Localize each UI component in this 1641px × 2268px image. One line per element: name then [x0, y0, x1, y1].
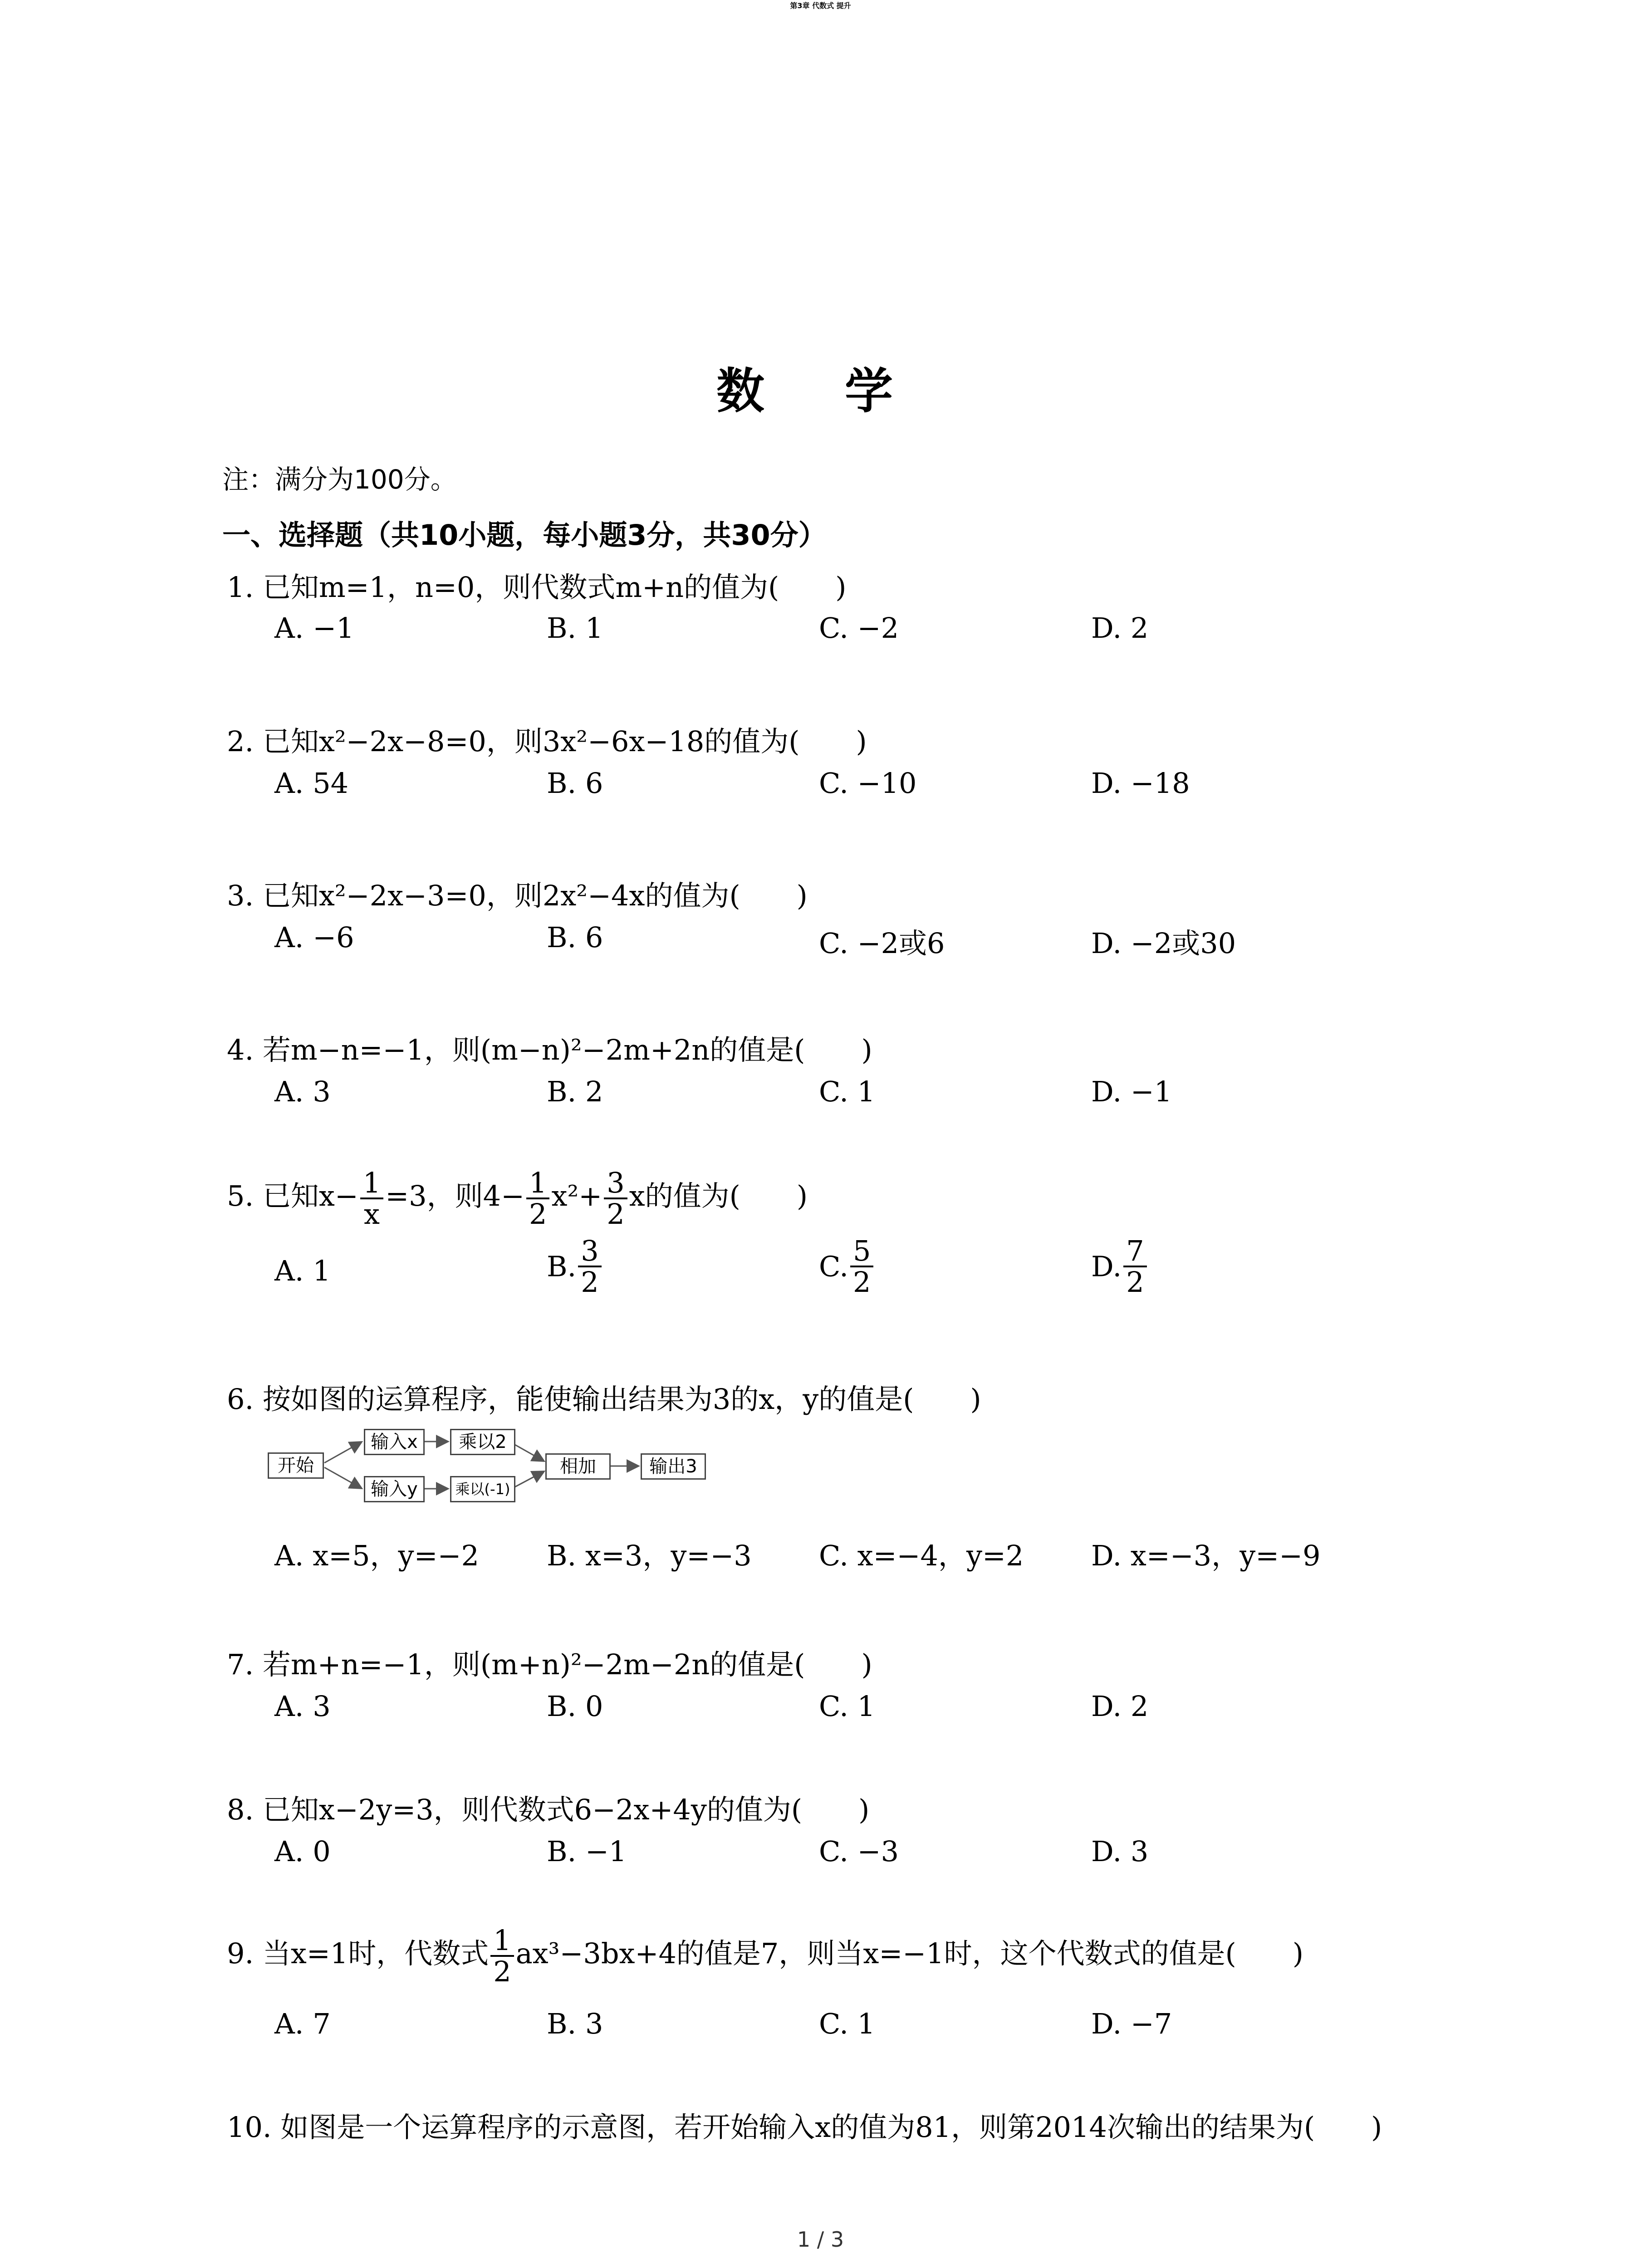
option-b: B. 6 — [547, 921, 603, 954]
question-9-stem: 9. 当x=1时，代数式 $\frac{1}{2}$ ax³−3bx+4的值是7，则当x=−1时，这个代数式的值是( ) — [227, 1924, 1304, 1989]
flow-add-box: 相加 — [545, 1453, 611, 1480]
option-b: B. 6 — [547, 767, 603, 800]
option-a: A. 3 — [274, 1690, 331, 1723]
question-10-stem: 10. 如图是一个运算程序的示意图，若开始输入x的值为81，则第2014次输出的结果为( ) — [227, 2111, 1382, 2144]
question-1-stem: 1. 已知m=1，n=0，则代数式m+n的值为( ) — [227, 571, 847, 604]
option-a: A. x=5，y=−2 — [274, 1539, 479, 1572]
option-c: C. 1 — [819, 2007, 876, 2040]
flow-output-box: 输出3 — [641, 1453, 706, 1480]
option-c: C. −3 — [819, 1835, 899, 1868]
flowchart — [268, 1429, 712, 1506]
page-title: 第3章 代数式 提升 — [790, 1, 851, 10]
option-d: D. −18 — [1091, 767, 1190, 800]
option-c: C. 1 — [819, 1690, 876, 1723]
question-3-stem: 3. 已知x²−2x−3=0，则2x²−4x的值为( ) — [227, 879, 808, 912]
question-1-options — [0, 611, 1641, 657]
flow-mul-neg1-box: 乘以(-1) — [450, 1476, 515, 1502]
option-a: A. 0 — [274, 1835, 331, 1868]
fraction: $\frac{1}{x}$ — [360, 1168, 383, 1229]
fraction: $\frac{5}{2}$ — [850, 1236, 873, 1297]
option-c: C. −2 — [819, 611, 899, 645]
flow-input-y-box: 输入y — [364, 1476, 425, 1502]
question-2-stem: 2. 已知x²−2x−8=0，则3x²−6x−18的值为( ) — [227, 725, 867, 758]
option-c: C. 1 — [819, 1075, 876, 1108]
question-6-options — [0, 1533, 1641, 1579]
flow-input-x-box: 输入x — [364, 1429, 425, 1455]
question-7-stem: 7. 若m+n=−1，则(m+n)²−2m−2n的值是( ) — [227, 1648, 872, 1681]
question-4-options — [0, 1075, 1641, 1120]
option-d: D. x=−3，y=−9 — [1091, 1539, 1321, 1572]
question-2-options — [0, 767, 1641, 812]
option-b: B. 2 — [547, 1075, 603, 1108]
section-heading: 一、选择题（共10小题，每小题3分，共30分） — [222, 518, 827, 552]
question-3-options — [0, 921, 1641, 966]
option-b: B. −1 — [547, 1835, 627, 1868]
fraction: $\frac{1}{2}$ — [526, 1168, 549, 1229]
fraction: $\frac{3}{2}$ — [578, 1236, 601, 1297]
option-a: A. 7 — [274, 2007, 331, 2040]
option-b: B. x=3，y=−3 — [547, 1539, 752, 1572]
fraction: $\frac{1}{2}$ — [490, 1926, 514, 1986]
option-a: A. 1 — [274, 1254, 331, 1287]
option-b: B. $\frac{3}{2}$ — [547, 1236, 603, 1297]
option-d: D. −1 — [1091, 1075, 1172, 1108]
option-b: B. 1 — [547, 611, 603, 645]
question-6-stem: 6. 按如图的运算程序，能使输出结果为3的x，y的值是( ) — [227, 1383, 981, 1416]
option-c: C. $\frac{5}{2}$ — [819, 1236, 875, 1297]
option-c: C. x=−4，y=2 — [819, 1539, 1024, 1572]
page-number: 1 / 3 — [797, 2227, 844, 2252]
option-b: B. 0 — [547, 1690, 603, 1723]
question-8-options — [0, 1835, 1641, 1880]
fraction: $\frac{3}{2}$ — [604, 1168, 627, 1229]
question-9-options — [0, 2007, 1641, 2053]
option-d: D. $\frac{7}{2}$ — [1091, 1236, 1149, 1297]
option-a: A. 3 — [274, 1075, 331, 1108]
question-8-stem: 8. 已知x−2y=3，则代数式6−2x+4y的值为( ) — [227, 1793, 870, 1826]
option-d: D. 2 — [1091, 1690, 1149, 1723]
option-d: D. −7 — [1091, 2007, 1172, 2040]
score-note: 注：满分为100分。 — [222, 464, 457, 495]
question-5-options — [0, 1236, 1641, 1309]
subject-title: 数 学 — [716, 363, 925, 419]
fraction: $\frac{7}{2}$ — [1123, 1236, 1146, 1297]
option-b: B. 3 — [547, 2007, 603, 2040]
option-a: A. −1 — [274, 611, 354, 645]
flow-start-box: 开始 — [268, 1452, 324, 1479]
option-d: D. 2 — [1091, 611, 1149, 645]
option-a: A. −6 — [274, 921, 354, 954]
option-a: A. 54 — [274, 767, 349, 800]
question-7-options — [0, 1690, 1641, 1735]
question-4-stem: 4. 若m−n=−1，则(m−n)²−2m+2n的值是( ) — [227, 1033, 872, 1066]
option-d: D. −2或30 — [1091, 927, 1236, 960]
option-c: C. −2或6 — [819, 927, 945, 960]
option-c: C. −10 — [819, 767, 917, 800]
option-d: D. 3 — [1091, 1835, 1149, 1868]
question-5-stem: 5. 已知x− $\frac{1}{x}$ =3，则4− $\frac{1}{2}$ x²+ $\frac{3}{2}$ x的值为( ) — [227, 1166, 808, 1231]
flow-mul2-box: 乘以2 — [450, 1429, 515, 1455]
